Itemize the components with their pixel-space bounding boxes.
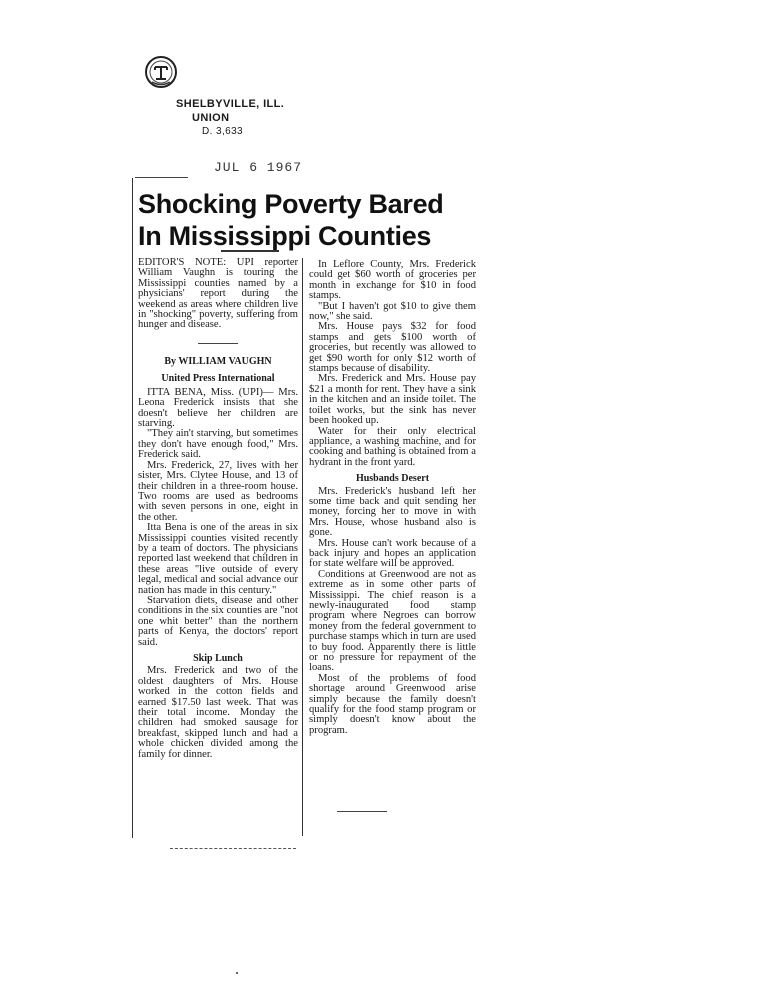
article-headline: Shocking Poverty Bared In Mississippi Counties <box>138 189 444 251</box>
paragraph: Water for their only electrical appliance, a washing machine, and for cooking and bathing is obtained from a hydrant in the front yard. <box>309 425 476 468</box>
circulation-figure: D. 3,633 <box>202 126 244 137</box>
byline-agency: United Press International <box>161 372 275 384</box>
clipping-bottom-rule <box>170 848 296 849</box>
subhead: Skip Lunch <box>193 653 243 664</box>
paragraph: "They ain't starving, but sometimes they don't have enough food," Mrs. Frederick said. <box>138 428 298 461</box>
clipping-left-border <box>132 178 133 838</box>
article-end-rule <box>337 811 387 812</box>
paragraph: Most of the problems of food shortage around Greenwood arise simply because the family doesn't qualify for the food stamp program or simply doesn't know about the program. <box>309 672 476 736</box>
paragraph: Mrs. House pays $32 for food stamps and gets $100 worth of groceries, but recently was allowed to get $90 worth for only $12 worth of stamps because of disability. <box>309 321 476 375</box>
paragraph: Starvation diets, disease and other conditions in the six counties are "not one whit better" than the northern parts of Kenya, the doctors' report said. <box>138 594 298 648</box>
paragraph: "But I haven't got $10 to give them now," she said. <box>309 300 476 323</box>
paragraph: Mrs. Frederick and Mrs. House pay $21 a month for rent. They have a sink in the kitchen and an inside toilet. The toilet works, but the sink has never been hooked up. <box>309 373 476 427</box>
paragraph: In Leflore County, Mrs. Frederick could get $60 worth of groceries per month in exchange for $10 in food stamps. <box>309 259 476 302</box>
paragraph: Conditions at Greenwood are not as extreme as in some other parts of Mississippi. The chief reason is a newly-inaugurated food stamp program where Negroes can borrow money from the federal government to purchase stamps which in turn are used to buy food. Apparently there is little or no pressure for repayment of the loans. <box>309 568 476 674</box>
headline-rule <box>221 250 279 252</box>
date-stamp: JUL 6 1967 <box>214 160 303 175</box>
article-column-1 <box>138 258 298 760</box>
paragraph: Mrs. Frederick, 27, lives with her sister, Mrs. Clytee House, and 13 of their children in a three-room house. Two rooms are used as bedrooms with seven persons in one, eight in the other. <box>138 459 298 523</box>
paragraph: Mrs. Frederick and two of the oldest daughters of Mrs. House worked in the cotton fields and earned $17.50 last week. That was their total income. Monday the children had smoked sausage for breakfast, skipped lunch and had a whole chicken divided among the family for dinner. <box>138 665 298 760</box>
column-divider <box>302 258 303 836</box>
clipping-top-rule <box>135 177 188 178</box>
paragraph: ITTA BENA, Miss. (UPI)— Mrs. Leona Frederick insists that she doesn't believe her children are starving. <box>138 386 298 430</box>
paragraph: Itta Bena is one of the areas in six Mississippi counties visited recently by a team of doctors. The physicians reported last weekend that children in these areas "live outside of every legal, medical and social advance our nation has made in this century." <box>138 522 298 596</box>
article-column-2 <box>309 260 476 736</box>
scan-speck <box>236 972 238 974</box>
editors-note: EDITOR'S NOTE: UPI reporter William Vaughn is touring the Mississippi counties named by a physicians' report during the weekend as areas where children live in "shocking" poverty, suffering from hunger and disease. <box>138 257 298 331</box>
newspaper-name: UNION <box>192 112 230 124</box>
newspaper-city: SHELBYVILLE, ILL. <box>176 98 285 110</box>
subhead: Husbands Desert <box>355 473 430 485</box>
paragraph: Mrs. House can't work because of a back injury and hopes an application for state welfare will be approved. <box>309 537 476 570</box>
paragraph: Mrs. Frederick's husband left her some time back and quit sending her money, forcing her to move in with Mrs. House, whose husband also is gone. <box>309 485 476 539</box>
editors-note-rule <box>198 343 238 344</box>
byline: By WILLIAM VAUGHN <box>164 355 272 367</box>
clipping-service-seal-icon <box>144 55 178 89</box>
